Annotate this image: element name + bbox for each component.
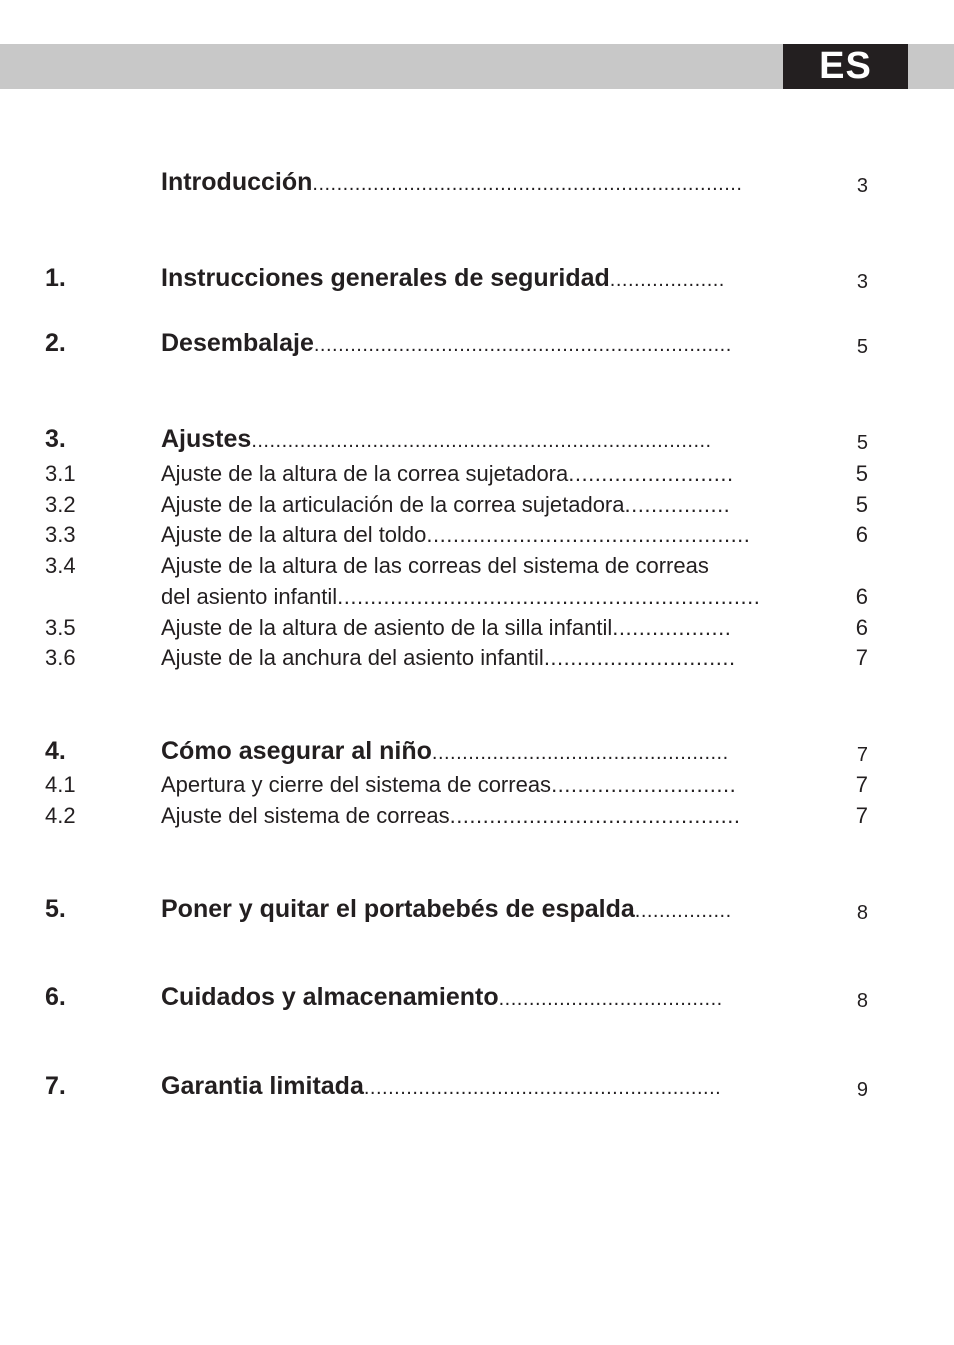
toc-page-number: 3	[856, 175, 868, 197]
toc-entry-3-5[interactable]	[0, 614, 954, 648]
toc-entry-title	[161, 894, 732, 926]
toc-page-number: 7	[855, 772, 868, 797]
toc-entry-title	[161, 328, 732, 360]
toc-entry-title-text: Ajuste de la articulación de la correa sujetadora	[161, 492, 625, 517]
toc-entry-title	[161, 263, 725, 295]
toc-entry-title	[161, 644, 736, 672]
toc-leader-dots: .....................................	[498, 988, 723, 1010]
toc-page-number: 8	[856, 902, 868, 924]
toc-page-number: 7	[856, 744, 868, 766]
toc-entry-number: 4.2	[45, 803, 76, 828]
toc-entry-number: 3.3	[45, 522, 76, 547]
toc-entry-title	[161, 771, 736, 799]
toc-entry-title	[161, 736, 729, 768]
toc-entry-4[interactable]	[0, 736, 954, 770]
toc-leader-dots: .................................................	[426, 522, 751, 547]
toc-entry-title-text: Introducción	[161, 168, 313, 196]
toc-entry-number: 3.4	[45, 553, 76, 578]
toc-entry-6[interactable]	[0, 982, 954, 1016]
toc-entry-title-text: Ajuste de la altura de las correas del sistema de correas	[161, 553, 709, 578]
language-badge: ES	[783, 44, 908, 89]
toc-leader-dots: ............................	[551, 772, 737, 797]
toc-entry-introduccion[interactable]	[0, 167, 954, 201]
toc-entry-5[interactable]	[0, 894, 954, 928]
toc-entry-3[interactable]	[0, 424, 954, 458]
toc-page-number: 7	[855, 645, 868, 670]
toc-entry-title	[161, 1071, 721, 1103]
toc-entry-title-text: Cómo asegurar al niño	[161, 737, 432, 765]
toc-entry-number: 6.	[45, 983, 66, 1011]
toc-entry-title-text: Garantia limitada	[161, 1072, 364, 1100]
toc-leader-dots: .........................	[568, 461, 734, 486]
toc-entry-number: 4.1	[45, 772, 76, 797]
toc-entry-number: 4.	[45, 737, 66, 765]
toc-leader-dots: .............................	[543, 645, 736, 670]
toc-entry-number: 7.	[45, 1072, 66, 1100]
toc-page-number: 9	[856, 1079, 868, 1101]
toc-entry-number: 3.2	[45, 492, 76, 517]
toc-entry-3-1[interactable]	[0, 460, 954, 494]
toc-entry-number: 2.	[45, 329, 66, 357]
toc-entry-number: 3.1	[45, 461, 76, 486]
toc-page-number: 6	[855, 615, 868, 640]
toc-entry-2[interactable]	[0, 328, 954, 362]
toc-page-number: 5	[855, 461, 868, 486]
toc-page-number: 5	[856, 432, 868, 454]
toc-entry-title-text: Ajustes	[161, 425, 252, 453]
toc-leader-dots: ..................	[612, 615, 732, 640]
toc-leader-dots: ............................................................................	[251, 430, 712, 452]
toc-entry-title	[161, 802, 741, 830]
toc-entry-3-2[interactable]	[0, 491, 954, 525]
toc-page-number: 5	[855, 492, 868, 517]
toc-leader-dots: ...........................................................	[363, 1077, 722, 1099]
toc-entry-title-text: Ajuste de la anchura del asiento infantil	[161, 645, 544, 670]
toc-page-number: 7	[855, 803, 868, 828]
toc-leader-dots: ................	[634, 900, 732, 922]
toc-entry-title-text: Ajuste de la altura de asiento de la silla infantil	[161, 615, 613, 640]
toc-entry-number: 3.5	[45, 615, 76, 640]
toc-leader-dots: .......................................................................	[312, 173, 743, 195]
toc-entry-title-text: Apertura y cierre del sistema de correas	[161, 772, 552, 797]
toc-entry-title	[161, 552, 709, 580]
toc-entry-7[interactable]	[0, 1071, 954, 1105]
toc-page-number: 6	[855, 584, 868, 609]
toc-entry-3-4-continued[interactable]	[0, 583, 954, 617]
toc-entry-number: 1.	[45, 264, 66, 292]
toc-entry-title-text: Poner y quitar el portabebés de espalda	[161, 895, 635, 923]
toc-entry-title-text: Cuidados y almacenamiento	[161, 983, 499, 1011]
toc-entry-title-text: Ajuste del sistema de correas	[161, 803, 450, 828]
toc-leader-dots: ............................................	[449, 803, 741, 828]
toc-entry-title	[161, 614, 731, 642]
toc-entry-1[interactable]	[0, 263, 954, 297]
toc-entry-title	[161, 982, 723, 1014]
toc-entry-4-1[interactable]	[0, 771, 954, 805]
toc-entry-title	[161, 521, 750, 549]
toc-entry-number: 3.	[45, 425, 66, 453]
toc-page-number: 6	[855, 522, 868, 547]
toc-page-number: 3	[856, 271, 868, 293]
toc-page-number: 8	[856, 990, 868, 1012]
toc-entry-title	[161, 424, 712, 456]
toc-leader-dots: ................................................................	[337, 584, 761, 609]
toc-leader-dots: .................................................	[431, 742, 729, 764]
toc-entry-title-text: Ajuste de la altura del toldo	[161, 522, 427, 547]
toc-entry-number: 3.6	[45, 645, 76, 670]
toc-entry-title-text: del asiento infantil	[161, 584, 338, 609]
toc-entry-title-text: Desembalaje	[161, 329, 314, 357]
toc-entry-3-4[interactable]	[0, 552, 954, 586]
toc-leader-dots: ................	[624, 492, 731, 517]
toc-leader-dots: ...................	[609, 269, 725, 291]
toc-entry-title	[161, 491, 730, 519]
toc-entry-title	[161, 583, 760, 611]
toc-entry-title	[161, 167, 742, 199]
toc-page-number: 5	[856, 336, 868, 358]
toc-leader-dots: .....................................................................	[313, 334, 732, 356]
toc-entry-title	[161, 460, 734, 488]
toc-entry-3-6[interactable]	[0, 644, 954, 678]
toc-entry-4-2[interactable]	[0, 802, 954, 836]
toc-entry-title-text: Instrucciones generales de seguridad	[161, 264, 610, 292]
toc-entry-3-3[interactable]	[0, 521, 954, 555]
toc-entry-number: 5.	[45, 895, 66, 923]
toc-entry-title-text: Ajuste de la altura de la correa sujetadora	[161, 461, 569, 486]
